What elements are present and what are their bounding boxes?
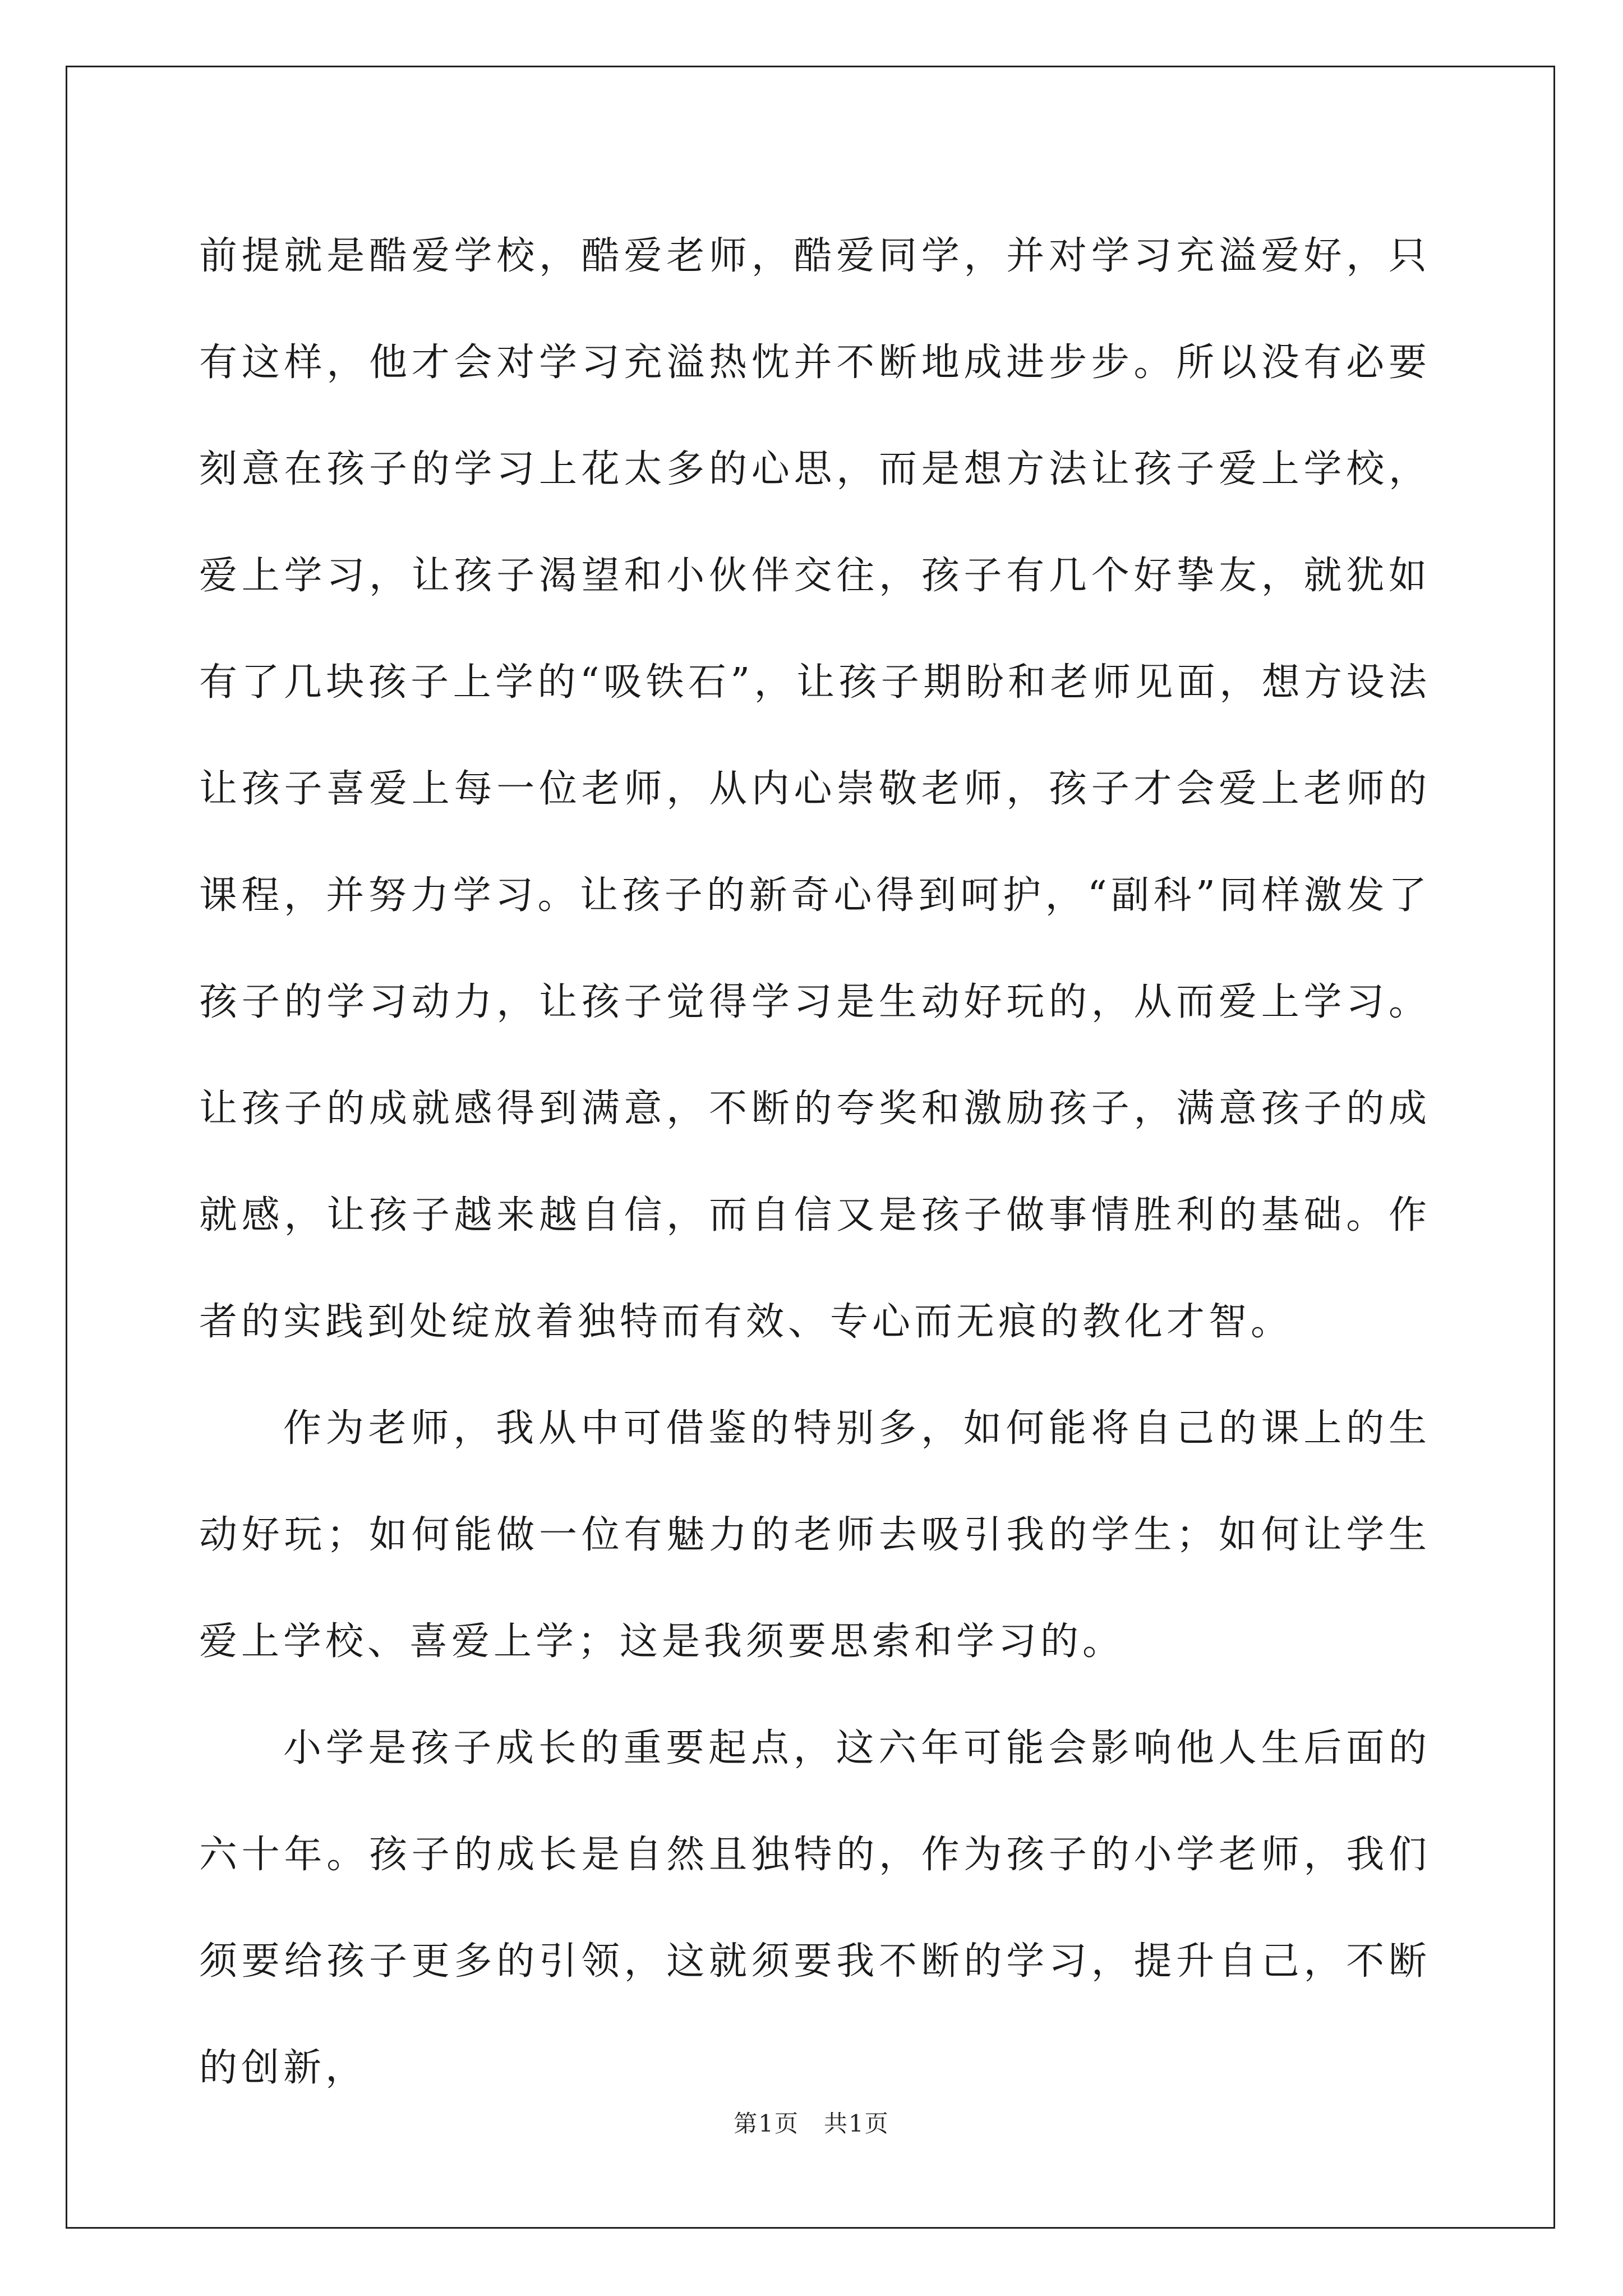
paragraph-continued: 前提就是酷爱学校，酷爱老师，酷爱同学，并对学习充溢爱好，只有这样，他才会对学习充溢热忱并不断地成进步步。所以没有必要刻意在孩子的学习上花太多的心思，而是想方法让孩子爱上学校，爱上学习，让孩子渴望和小伙伴交往，孩子有几个好挚友，就犹如有了几块孩子上学的“吸铁石”，让孩子期盼和老师见面，想方设法让孩子喜爱上每一位老师，从内心崇敬老师，孩子才会爱上老师的课程，并努力学习。让孩子的新奇心得到呵护，“副科”同样激发了孩子的学习动力，让孩子觉得学习是生动好玩的，从而爱上学习。让孩子的成就感得到满意，不断的夸奖和激励孩子，满意孩子的成就感，让孩子越来越自信，而自信又是孩子做事情胜利的基础。作者的实践到处绽放着独特而有效、专心而无痕的教化才智。 xyxy=(199,234,1431,1344)
paragraph-primary-school: 小学是孩子成长的重要起点，这六年可能会影响他人生后面的六十年。孩子的成长是自然且独特的，作为孩子的小学老师，我们须要给孩子更多的引领，这就须要我不断的学习，提升自己，不断的创新， xyxy=(199,1726,1431,2090)
document-body xyxy=(199,203,1431,2122)
paragraph-teacher-reflection: 作为老师，我从中可借鉴的特别多，如何能将自己的课上的生动好玩；如何能做一位有魅力的老师去吸引我的学生；如何让学生爱上学校、喜爱上学；这是我须要思索和学习的。 xyxy=(199,1406,1431,1664)
page-footer: 第1页 共1页 xyxy=(734,2110,889,2137)
